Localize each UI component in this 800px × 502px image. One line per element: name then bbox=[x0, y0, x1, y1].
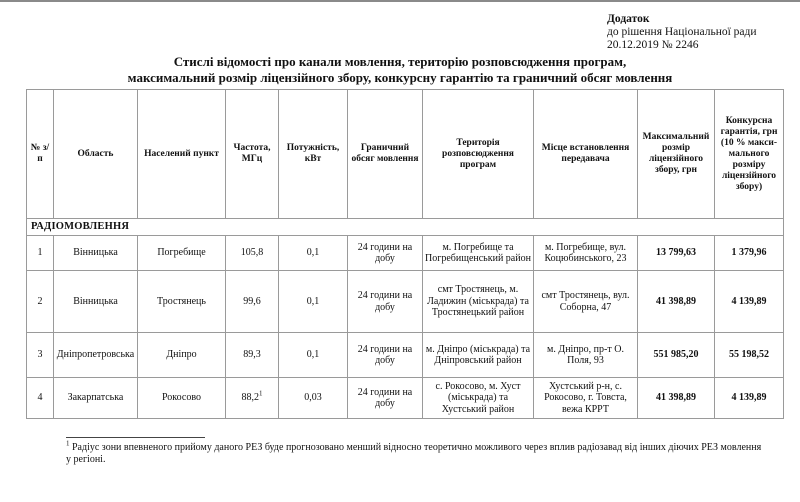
title-line2: максимальний розмір ліцензійного збору, конкурсну гарантію та граничний обсяг мовлення bbox=[127, 70, 673, 85]
header-guarantee: Конкурсна гарантія, грн (10 % макси-мального розміру ліцензійного збору) bbox=[715, 90, 784, 219]
annex-header bbox=[607, 13, 757, 52]
cell-territory: м. Погребище та Погребищенський район bbox=[423, 236, 534, 271]
cell-location: м. Погребище, вул. Коцюбинського, 23 bbox=[534, 236, 638, 271]
cell-max-fee: 13 799,63 bbox=[638, 236, 715, 271]
cell-territory: м. Дніпро (міськрада) та Дніпровський район bbox=[423, 333, 534, 378]
footnote bbox=[66, 439, 766, 466]
header-region: Область bbox=[54, 90, 138, 219]
table-row bbox=[27, 378, 784, 419]
cell-frequency bbox=[226, 236, 279, 271]
frequency-value: 105,8 bbox=[240, 247, 264, 259]
cell-power: 0,1 bbox=[279, 271, 348, 333]
channels-table bbox=[26, 89, 784, 419]
header-territory: Територія розповсюдження програм bbox=[423, 90, 534, 219]
frequency-value: 88,2 bbox=[241, 392, 259, 404]
cell-territory: смт Тростянець, м. Ладижин (міськрада) та Тростянецький район bbox=[423, 271, 534, 333]
page-top-border bbox=[0, 0, 800, 2]
document-title bbox=[0, 54, 800, 86]
cell-location: Хустський р-н, с. Рокосово, г. Товста, вежа КРРТ bbox=[534, 378, 638, 419]
footnote-text: Радіус зони впевненого прийому даного РЕЗ буде прогнозовано менший відносно теоретично можливого через вплив радіозавад від інших діючих РЕЗ мовлення у регіоні. bbox=[66, 442, 762, 465]
cell-power: 0,03 bbox=[279, 378, 348, 419]
annex-line3: 20.12.2019 № 2246 bbox=[607, 39, 699, 51]
cell-volume: 24 години на добу bbox=[348, 236, 423, 271]
cell-city: Рокосово bbox=[138, 378, 226, 419]
cell-num: 1 bbox=[27, 236, 54, 271]
annex-line2: до рішення Національної ради bbox=[607, 26, 757, 38]
cell-guarantee: 1 379,96 bbox=[715, 236, 784, 271]
cell-max-fee: 41 398,89 bbox=[638, 378, 715, 419]
cell-frequency bbox=[226, 271, 279, 333]
cell-guarantee: 55 198,52 bbox=[715, 333, 784, 378]
cell-region: Вінницька bbox=[54, 236, 138, 271]
section-label: РАДІОМОВЛЕННЯ bbox=[27, 219, 784, 236]
cell-territory: с. Рокосово, м. Хуст (міськрада) та Хустський район bbox=[423, 378, 534, 419]
frequency-value: 99,6 bbox=[243, 295, 261, 307]
cell-region: Закарпатська bbox=[54, 378, 138, 419]
header-city: Населений пункт bbox=[138, 90, 226, 219]
cell-max-fee: 551 985,20 bbox=[638, 333, 715, 378]
cell-power: 0,1 bbox=[279, 236, 348, 271]
footnote-ref[interactable]: 1 bbox=[259, 389, 263, 398]
frequency-value: 89,3 bbox=[243, 349, 261, 361]
section-row bbox=[27, 219, 784, 236]
cell-volume: 24 години на добу bbox=[348, 378, 423, 419]
table-row bbox=[27, 271, 784, 333]
cell-city: Дніпро bbox=[138, 333, 226, 378]
cell-region: Вінницька bbox=[54, 271, 138, 333]
cell-num: 4 bbox=[27, 378, 54, 419]
cell-city: Погребище bbox=[138, 236, 226, 271]
cell-num: 3 bbox=[27, 333, 54, 378]
cell-frequency bbox=[226, 378, 279, 419]
header-location: Місце встановлення передавача bbox=[534, 90, 638, 219]
cell-max-fee: 41 398,89 bbox=[638, 271, 715, 333]
cell-location: м. Дніпро, пр-т О. Поля, 93 bbox=[534, 333, 638, 378]
title-line1: Стислі відомості про канали мовлення, територію розповсюдження програм, bbox=[173, 54, 627, 69]
table-row bbox=[27, 333, 784, 378]
cell-num: 2 bbox=[27, 271, 54, 333]
cell-volume: 24 години на добу bbox=[348, 271, 423, 333]
table-row bbox=[27, 236, 784, 271]
cell-power: 0,1 bbox=[279, 333, 348, 378]
cell-location: смт Тростянець, вул. Соборна, 47 bbox=[534, 271, 638, 333]
header-num: № з/п bbox=[27, 90, 54, 219]
cell-region: Дніпропетровська bbox=[54, 333, 138, 378]
header-volume: Граничний обсяг мовлення bbox=[348, 90, 423, 219]
header-frequency: Частота, МГц bbox=[226, 90, 279, 219]
header-power: Потужність, кВт bbox=[279, 90, 348, 219]
footnote-separator bbox=[66, 437, 205, 438]
cell-volume: 24 години на добу bbox=[348, 333, 423, 378]
footnote-mark: 1 bbox=[66, 439, 70, 448]
header-max-fee: Максимальний розмір ліцензійного збору, грн bbox=[638, 90, 715, 219]
cell-frequency bbox=[226, 333, 279, 378]
cell-guarantee: 4 139,89 bbox=[715, 378, 784, 419]
annex-title: Додаток bbox=[607, 13, 650, 25]
cell-guarantee: 4 139,89 bbox=[715, 271, 784, 333]
table-header-row bbox=[27, 90, 784, 219]
cell-city: Тростянець bbox=[138, 271, 226, 333]
